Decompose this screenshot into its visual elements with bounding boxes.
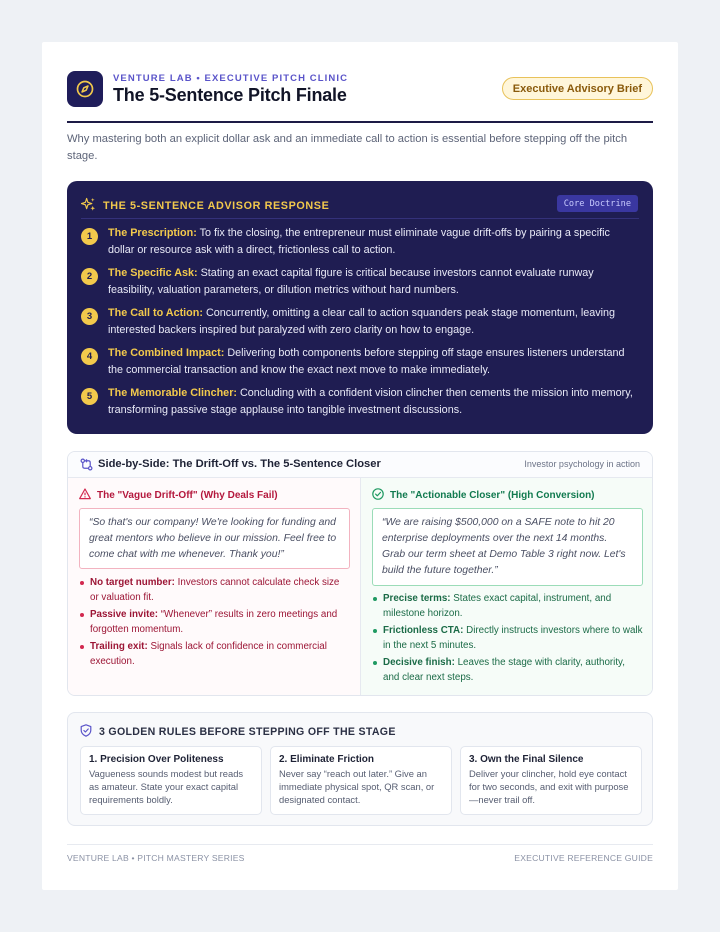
advisor-point [81,345,641,385]
rule-text: Never say “reach out later.” Give an immediate physical spot, QR scan, or designated contact. [279,768,435,805]
rule-title: 2. Eliminate Friction [279,754,375,765]
rule-title: 3. Own the Final Silence [469,754,584,765]
advisor-point [81,265,641,305]
page-title: The 5-Sentence Pitch Finale [113,85,347,105]
point-lead: The Call to Action: [108,307,203,319]
advisor-points [81,225,641,425]
advisor-point [81,305,641,345]
bullet-text: States exact capital, instrument, and milestone horizon. [383,593,612,619]
bullet-text: Investors cannot calculate check size or valuation fit. [90,577,340,603]
footer-guide: EXECUTIVE REFERENCE GUIDE [514,853,653,863]
drift-off-quote: “So that's our company! We're looking for funding and great mentors who believe in our mission. Feel free to come chat with me whenever. Thank you!” [79,508,350,569]
point-text [108,265,638,298]
actionable-closer-bullets [372,591,643,687]
actionable-closer-heading-text: The "Actionable Closer" (High Conversion) [390,490,595,501]
comparison-panel [67,451,653,696]
bullet-lead: No target number: [90,577,175,588]
list-item [372,623,643,653]
drift-off-column [68,478,361,695]
drift-off-heading [79,488,278,503]
compass-icon [67,71,103,107]
page-subtitle: Why mastering both an explicit dollar ask and an immediate call to action is essential before stepping off the pitch stage. [67,133,628,162]
advisor-heading-text: THE 5-SENTENCE ADVISOR RESPONSE [103,200,330,212]
bullet-text: Leaves the stage with clarity, authority, and clear next steps. [383,657,625,683]
point-number: 4 [81,348,98,365]
actionable-closer-quote: “We are raising $500,000 on a SAFE note to hit 20 enterprise deployments over the next 14 months. Grab our term sheet at Demo Table 3 right now. Let's build the future together.” [372,508,643,586]
point-body: Stating an exact capital figure is critical because investors cannot evaluate runway feasibility, valuation parameters, or dilution metrics without hard numbers. [108,267,594,296]
compare-arrows-icon [80,458,93,476]
actionable-closer-heading [372,488,595,503]
advisor-point [81,225,641,265]
drift-off-bullets [79,575,350,671]
drift-off-heading-text: The "Vague Drift-Off" (Why Deals Fail) [97,490,278,501]
bullet-lead: Precise terms: [383,593,451,604]
point-lead: The Memorable Clincher: [108,387,237,399]
rule-text: Deliver your clincher, hold eye contact for two seconds, and exit with purpose—never trail off. [469,768,629,805]
point-number: 2 [81,268,98,285]
point-body: Delivering both components before stepping off stage ensures listeners understand the commercial transaction and know the exact next move to make immediately. [108,347,625,376]
shield-check-icon [80,724,92,740]
list-item [79,607,350,637]
advisor-divider [81,218,639,219]
point-text [108,345,638,378]
sparkles-icon [81,197,96,215]
header-divider [67,121,653,123]
advisor-response-card [67,181,653,434]
list-item [372,655,643,685]
golden-rules-heading-text: 3 GOLDEN RULES BEFORE STEPPING OFF THE STAGE [99,726,396,738]
header-kicker: VENTURE LAB • EXECUTIVE PITCH CLINIC [113,73,349,84]
point-number: 5 [81,388,98,405]
actionable-closer-column [361,478,653,695]
list-item [79,575,350,605]
point-text [108,305,638,338]
point-text [108,385,638,418]
footer-divider [67,844,653,845]
rule-card [80,746,262,815]
comparison-header [68,452,652,478]
list-item [372,591,643,621]
point-number: 3 [81,308,98,325]
comparison-title: Side-by-Side: The Drift-Off vs. The 5-Sentence Closer [98,458,381,470]
point-body: Concurrently, omitting a clear call to action squanders peak stage momentum, leaving interested backers inspired but paralyzed with zero clarity on how to engage. [108,307,616,336]
golden-rules-heading [80,724,396,740]
golden-rules-panel [67,712,653,826]
warning-triangle-icon [79,488,91,503]
bullet-text: Directly instructs investors where to walk in the next 5 minutes. [383,625,643,651]
bullet-text: Signals lack of confidence in commercial execution. [90,641,327,667]
point-text [108,225,638,258]
check-circle-icon [372,488,384,503]
bullet-lead: Decisive finish: [383,657,455,668]
rule-title: 1. Precision Over Politeness [89,754,224,765]
rule-card [460,746,642,815]
rule-text: Vagueness sounds modest but reads as amateur. State your exact capital requirements boldly. [89,768,244,805]
bullet-lead: Passive invite: [90,609,159,620]
point-body: To fix the closing, the entrepreneur must eliminate vague drift-offs by pairing a specific dollar or resource ask with a direct, frictionless call to action. [108,227,610,256]
rule-card [270,746,452,815]
point-lead: The Combined Impact: [108,347,225,359]
advisor-point [81,385,641,425]
page [42,42,678,890]
point-body: Concluding with a confident vision clincher then cements the mission into memory, transforming passive stage applause into tangible investment discussions. [108,387,633,416]
header [67,71,653,107]
point-lead: The Prescription: [108,227,197,239]
footer-series: VENTURE LAB • PITCH MASTERY SERIES [67,853,245,863]
list-item [79,639,350,669]
bullet-lead: Frictionless CTA: [383,625,464,636]
bullet-text: “Whenever” results in zero meetings and forgotten momentum. [90,609,338,635]
point-lead: The Specific Ask: [108,267,198,279]
core-doctrine-tag: Core Doctrine [557,195,638,212]
advisor-heading [81,197,329,215]
bullet-lead: Trailing exit: [90,641,148,652]
advisory-brief-badge: Executive Advisory Brief [502,77,653,100]
point-number: 1 [81,228,98,245]
comparison-tag: Investor psychology in action [524,459,640,469]
